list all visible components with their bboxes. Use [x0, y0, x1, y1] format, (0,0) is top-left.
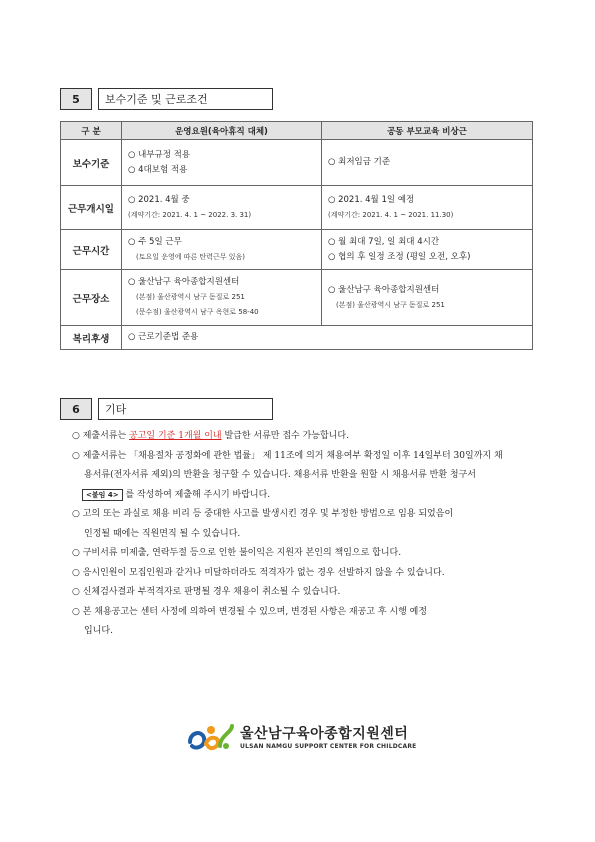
attachment-label: <붙임 4>: [82, 489, 123, 501]
header-operating-staff: 운영요원(육아휴직 대체): [122, 122, 322, 140]
item-text: ○ 고의 또는 과실로 채용 비리 등 중대한 사고를 발생시킨 경우 및 부정한 방법으로 임용 되었음이: [72, 509, 454, 519]
conditions-table: [60, 121, 533, 350]
list-item: ○ 신체검사결과 부적격자로 판명될 경우 채용이 취소될 수 있습니다.: [72, 587, 341, 597]
row-label: 보수기준: [61, 140, 122, 186]
cell-line: (토요일 운영에 따른 탄력근무 있음): [136, 252, 246, 261]
list-item: ○ 구비서류 미제출, 연락두절 등으로 인한 불이익은 지원자 본인의 책임으로 합니다.: [72, 548, 402, 558]
item-text: 용서류(전자서류 제외)의 반환을 청구할 수 있습니다. 채용서류 반환을 원할 시 채용서류 반환 청구서: [84, 470, 476, 480]
table-cell: [322, 270, 533, 326]
table-row: [61, 326, 533, 350]
cell-line: (계약기간: 2021. 4. 1 ~ 2022. 3. 31): [128, 210, 252, 219]
cell-line: ○ 최저임금 기준: [328, 157, 391, 167]
table-cell: [122, 326, 533, 350]
table-row: [61, 230, 533, 270]
row-label: 근무개시일: [61, 186, 122, 230]
cell-line: (본점) 울산광역시 남구 돋질로 251: [136, 293, 245, 301]
table-cell: [122, 140, 322, 186]
cell-line: ○ 월 최대 7일, 일 최대 4시간: [328, 236, 440, 247]
highlighted-text: 공고일 기준 1개월 이내: [129, 431, 222, 441]
section-5-header: [60, 88, 273, 110]
section-6-header: [60, 398, 273, 420]
cell-line: ○ 내부규정 적용: [128, 149, 191, 160]
row-label: 복리후생: [61, 326, 122, 350]
list-item: [72, 447, 552, 506]
center-logo: [186, 720, 416, 752]
section-title: 보수기준 및 근로조건: [98, 88, 273, 110]
logo-text: [240, 723, 416, 750]
item-text: 입니다.: [84, 626, 113, 636]
table-row: [61, 140, 533, 186]
section-title: 기타: [98, 398, 273, 420]
cell-line: ○ 주 5일 근무: [128, 236, 182, 247]
table-row: [61, 270, 533, 326]
table-header-row: [61, 122, 533, 140]
cell-line: (계약기간: 2021. 4. 1 ~ 2021. 11.30): [328, 210, 454, 219]
section-number: 5: [60, 88, 92, 110]
table-cell: [322, 230, 533, 270]
item-text: ○ 제출서류는: [72, 431, 130, 441]
cell-line: (문수점) 울산광역시 남구 옥현로 58-40: [136, 308, 259, 316]
notes-list: [72, 427, 552, 642]
cell-line: (본점) 울산광역시 남구 돋질로 251: [336, 300, 445, 309]
table-row: [61, 186, 533, 230]
table-cell: [322, 140, 533, 186]
row-label: 근무장소: [61, 270, 122, 326]
logo-name-korean: 울산남구육아종합지원센터: [240, 725, 409, 742]
cell-line: ○ 울산남구 육아종합지원센터: [128, 277, 240, 287]
cell-line: ○ 협의 후 일정 조정 (평일 오전, 오후): [328, 251, 471, 262]
cell-line: ○ 4대보험 적용: [128, 164, 188, 175]
cell-line: ○ 근로기준법 준용: [128, 332, 199, 342]
header-category: 구 분: [61, 122, 122, 140]
list-item: ○ 응시인원이 모집인원과 같거나 미달하더라도 적격자가 없는 경우 선발하지 않을 수 있습니다.: [72, 567, 445, 578]
item-text: 를 작성하여 제출해 주시기 바랍니다.: [125, 489, 271, 500]
list-item: [72, 603, 552, 642]
item-text: ○ 제출서류는 「채용절차 공정화에 관한 법률」 제 11조에 의거 채용여부 확정일 이후 14일부터 30일까지 채: [72, 450, 503, 461]
logo-name-english: ULSAN NAMGU SUPPORT CENTER FOR CHILDCARE: [240, 742, 417, 750]
item-text: 인정될 때에는 직원면직 될 수 있습니다.: [84, 528, 241, 539]
section-number: 6: [60, 398, 92, 420]
table-cell: [122, 230, 322, 270]
table-cell: [122, 270, 322, 326]
item-text: 발급한 서류만 접수 가능합니다.: [221, 431, 349, 441]
list-item: [72, 427, 552, 447]
cell-line: ○ 2021. 4월 중: [128, 194, 190, 205]
cell-line: ○ 2021. 4월 1일 예정: [328, 194, 415, 205]
list-item: [72, 505, 552, 544]
logo-mark-icon: [186, 720, 236, 752]
row-label: 근무시간: [61, 230, 122, 270]
table-cell: [122, 186, 322, 230]
header-parent-education: 공동 부모교육 비상근: [322, 122, 533, 140]
cell-line: ○ 울산남구 육아종합지원센터: [328, 284, 440, 295]
item-text: ○ 본 채용공고는 센터 사정에 의하여 변경될 수 있으며, 변경된 사항은 재공고 후 시행 예정: [72, 606, 428, 617]
table-cell: [322, 186, 533, 230]
